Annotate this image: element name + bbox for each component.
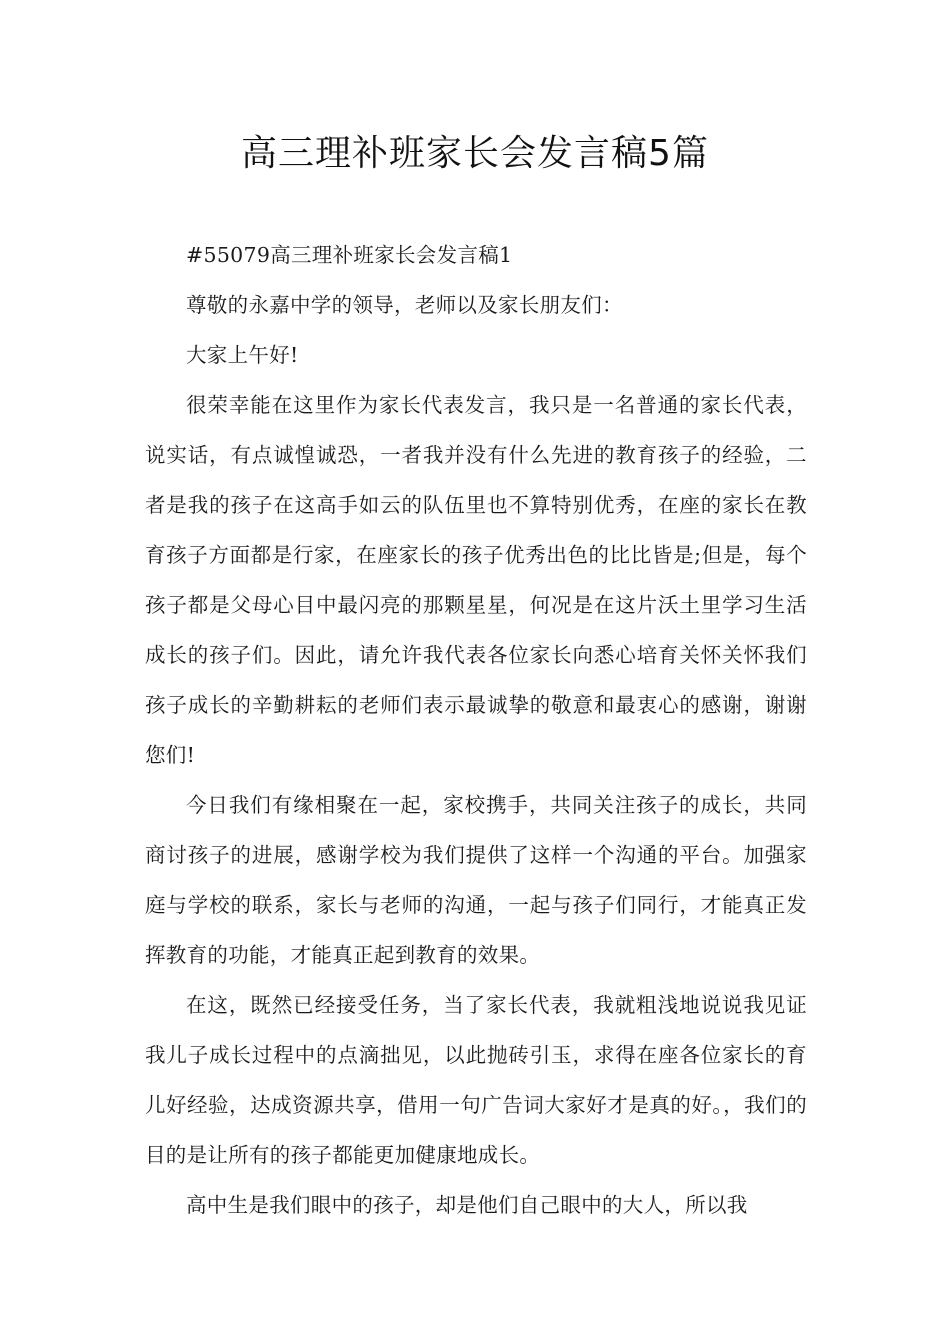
paragraph-salutation: 尊敬的永嘉中学的领导，老师以及家长朋友们： bbox=[186, 293, 623, 317]
paragraph-body: 很荣幸能在这里作为家长代表发言，我只是一名普通的家长代表，说实话，有点诚惶诚恐，一者我并没有什么先进的教育孩子的经验，二者是我的孩子在这高手如云的队伍里也不算特别优秀，在座的家长在教育孩子方面都是行家，在座家长的孩子优秀出色的比比皆是;但是，每个孩子都是父母心目中最闪亮的那颗星星，何况是在这片沃土里学习生活成长的孩子们。因此，请允许我代表各位家长向悉心培育关怀关怀我们孩子成长的辛勤耕耘的老师们表示最诚挚的敬意和最衷心的感谢，谢谢您们! bbox=[145, 393, 807, 767]
paragraph-greeting: 大家上午好! bbox=[186, 343, 299, 367]
document-title: 高三理补班家长会发言稿5篇 bbox=[241, 133, 709, 174]
paragraph-body: 今日我们有缘相聚在一起，家校携手，共同关注孩子的成长，共同商讨孩子的进展，感谢学校为我们提供了这样一个沟通的平台。加强家庭与学校的联系，家长与老师的沟通，一起与孩子们同行，才能真正发挥教育的功能，才能真正起到教育的效果。 bbox=[145, 793, 807, 967]
document-body bbox=[145, 230, 807, 1230]
paragraph-heading: #55079高三理补班家长会发言稿1 bbox=[186, 243, 513, 267]
paragraph-body: 在这，既然已经接受任务，当了家长代表，我就粗浅地说说我见证我儿子成长过程中的点滴拙见，以此抛砖引玉，求得在座各位家长的育儿好经验，达成资源共享，借用一句广告词大家好才是真的好。，我们的目的是让所有的孩子都能更加健康地成长。 bbox=[145, 993, 807, 1167]
paragraph-body: 高中生是我们眼中的孩子，却是他们自己眼中的大人，所以我 bbox=[186, 1193, 748, 1217]
